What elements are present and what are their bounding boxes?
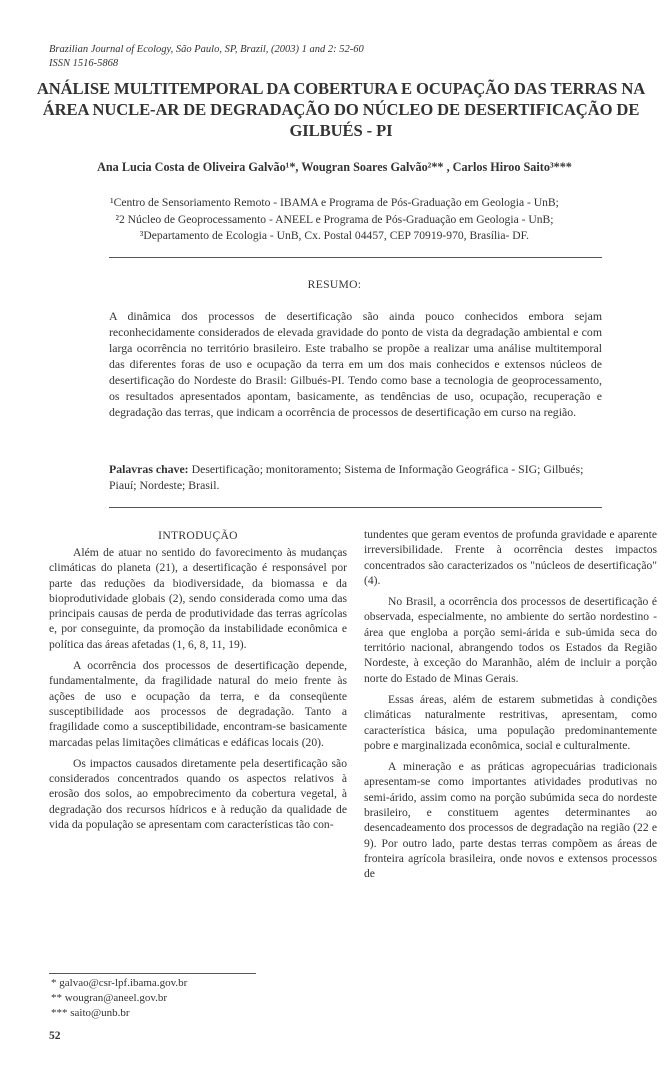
introduction-heading: INTRODUÇÃO <box>158 529 238 542</box>
paragraph: No Brasil, a ocorrência dos processos de desertificação é observada, especialmente, no ambiente do sertão nordestino - área que engloba a porção semi-árida e sub-úmida seca do território nacional, abrangendo todos os Estados da Região Nordeste, à exceção do Maranhão, além de incluir a porção norte do Estado de Minas Gerais. <box>364 595 657 685</box>
journal-citation: Brazilian Journal of Ecology, São Paulo, SP, Brazil, (2003) 1 and 2: 52-60 <box>49 44 364 55</box>
affiliations <box>0 195 669 245</box>
title-line-2: ÁREA NUCLE-AR DE DEGRADAÇÃO DO NÚCLEO DE DESERTIFICAÇÃO DE <box>42 100 640 119</box>
paragraph: A mineração e as práticas agropecuárias tradicionais apresentam-se como importantes atividades produtivas no semi-árido, assim como na porção subúmida seca do nordeste brasileiro, e constituem agentes determinantes ao desencadeamento dos processos de degradação na região (22 e 9). Por outro lado, parte destas terras compõem as áreas de fronteira agrícola brasileira, onde novos e extensos processos de <box>364 760 657 881</box>
column-left <box>49 545 347 832</box>
paragraph: tundentes que geram eventos de profunda gravidade e aparente irreversibilidade. Frente à ocorrência destes impactos concentrados são caracterizados os "núcleos de desertificação" (4). <box>364 528 657 587</box>
affiliation-1: ¹Centro de Sensoriamento Remoto - IBAMA e Programa de Pós-Graduação em Geologia - UnB; <box>110 196 559 209</box>
footnote-1: * galvao@csr-lpf.ibama.gov.br <box>51 977 188 989</box>
paragraph: Os impactos causados diretamente pela desertificação são considerados concentrados quando os aspectos relativos à erosão dos solos, ao empobrecimento da cobertura vegetal, à degradação dos recursos hídricos e à redução da qualidade de vida da população se apresentam com características tão con- <box>49 756 347 832</box>
paragraph: A ocorrência dos processos de desertificação depende, fundamentalmente, da fragilidade natural do meio frente às ações de uso e ocupação da terra, e da conseqüente susceptibilidade aos processos de degradação. Tanto a fragilidade como a susceptibilidade, encontram-se basicamente marcadas pelas limitações climáticas e edáficas locais (20). <box>49 659 347 749</box>
footnote-rule <box>49 973 256 974</box>
column-right <box>364 527 657 882</box>
divider-top <box>109 257 602 258</box>
abstract-text: A dinâmica dos processos de desertificação são ainda pouco conhecidos embora sejam reconhecidamente considerados de elevada gravidade do ponto de vista da degradação ambiental e com larga ocorrência no território brasileiro. Este trabalho se propõe a realizar uma análise multitemporal das diferentes foras de uso e ocupação da terra em um dos mais conhecidos e extensos núcleos de desertificação do Nordeste do Brasil: Gilbués-PI. Tendo como base a tecnologia de geoprocessamento, os resultados apresentados apontam, basicamente, as tendências de uso, ocupação, recuperação e degradação das terras, que indicam a ocorrência de processos de desertificação em curso na região. <box>109 309 602 419</box>
keywords <box>109 461 602 493</box>
affiliation-3: ³Departamento de Ecologia - UnB, Cx. Postal 04457, CEP 70919-970, Brasília- DF. <box>139 229 530 242</box>
keywords-label: Palavras chave: <box>109 462 189 476</box>
keywords-list: Desertificação; monitoramento; Sistema de Informação Geográfica - SIG; Gilbués; Piauí; Nordeste; Brasil. <box>109 462 584 492</box>
paragraph: Essas áreas, além de estarem submetidas à condições climáticas naturalmente restritivas, apresentam, como característica básica, uma população predominantemente pobre e marginalizada econômica, social e culturalmente. <box>364 692 657 752</box>
page-number: 52 <box>49 1030 61 1042</box>
title-line-3: GILBUÉS - PI <box>289 121 393 140</box>
footnotes <box>51 976 187 1021</box>
journal-header <box>49 43 364 71</box>
abstract-heading: RESUMO: <box>307 278 362 291</box>
journal-issn: ISSN 1516-5868 <box>49 58 119 69</box>
divider-bottom <box>109 507 602 508</box>
author-list: Ana Lucia Costa de Oliveira Galvão¹*, Wougran Soares Galvão²** , Carlos Hiroo Saito³*** <box>97 160 572 174</box>
title-line-1: ANÁLISE MULTITEMPORAL DA COBERTURA E OCUPAÇÃO DAS TERRAS NA <box>36 79 646 98</box>
paragraph: Além de atuar no sentido do favorecimento às mudanças climáticas do planeta (21), a desertificação é responsável por parte das reduções da biodiversidade, da biomassa e da bioprodutividade globais (2), sendo considerada como uma das principais causas de perda de produtividade das terras agrícolas e, por conseguinte, da promoção da instabilidade econômica e política das áreas afetadas (1, 6, 8, 11, 19). <box>49 546 347 651</box>
footnote-3: *** saito@unb.br <box>51 1007 130 1019</box>
footnote-2: ** wougran@aneel.gov.br <box>51 992 168 1004</box>
paper-title <box>30 78 652 141</box>
affiliation-2: ²2 Núcleo de Geoprocessamento - ANEEL e Programa de Pós-Graduação em Geologia - UnB; <box>115 212 554 226</box>
